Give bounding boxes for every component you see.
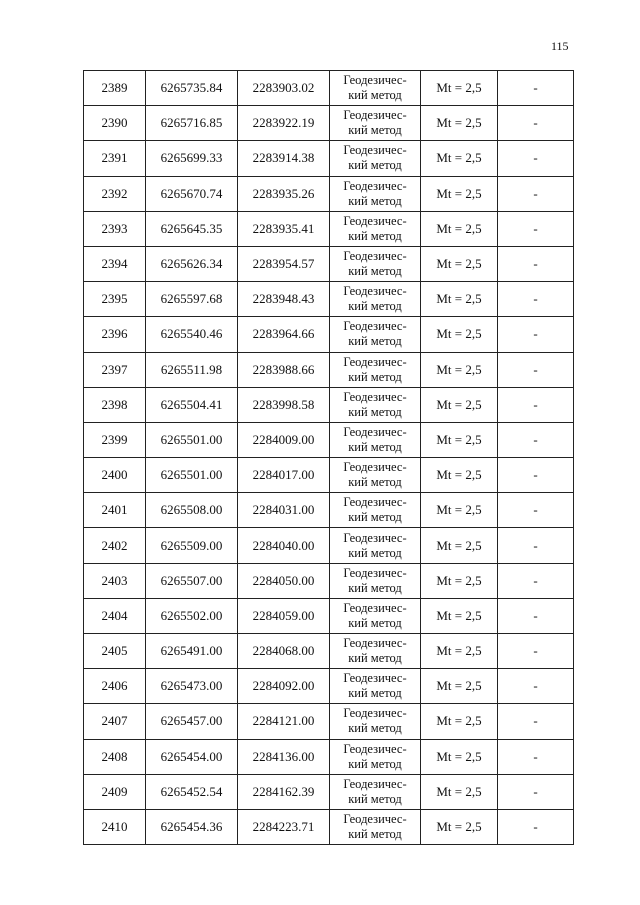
method-cell — [330, 774, 421, 809]
method-cell — [330, 563, 421, 598]
note-cell: - — [498, 563, 574, 598]
y-coordinate-cell: 2284059.00 — [238, 598, 330, 633]
note-cell: - — [498, 528, 574, 563]
method-cell — [330, 634, 421, 669]
method-line-2: кий метод — [348, 580, 402, 595]
y-coordinate-cell: 2283935.41 — [238, 211, 330, 246]
method-cell — [330, 71, 421, 106]
method-line-1: Геодезичес- — [343, 460, 407, 475]
x-coordinate-cell: 6265597.68 — [146, 282, 238, 317]
method-line-1: Геодезичес- — [343, 671, 407, 686]
note-cell: - — [498, 106, 574, 141]
method-line-2: кий метод — [348, 158, 402, 173]
method-line-2: кий метод — [348, 369, 402, 384]
note-cell: - — [498, 669, 574, 704]
accuracy-cell: Mt = 2,5 — [421, 493, 498, 528]
method-cell — [330, 141, 421, 176]
page-number: 115 — [551, 39, 569, 53]
x-coordinate-cell: 6265507.00 — [146, 563, 238, 598]
method-cell — [330, 246, 421, 281]
note-cell: - — [498, 634, 574, 669]
method-line-2: кий метод — [348, 475, 402, 490]
method-line-1: Геодезичес- — [343, 741, 407, 756]
y-coordinate-cell: 2284068.00 — [238, 634, 330, 669]
method-line-1: Геодезичес- — [343, 249, 407, 264]
x-coordinate-cell: 6265716.85 — [146, 106, 238, 141]
method-line-2: кий метод — [348, 686, 402, 701]
x-coordinate-cell: 6265508.00 — [146, 493, 238, 528]
y-coordinate-cell: 2284121.00 — [238, 704, 330, 739]
method-line-1: Геодезичес- — [343, 776, 407, 791]
accuracy-cell: Mt = 2,5 — [421, 246, 498, 281]
method-cell — [330, 211, 421, 246]
x-coordinate-cell: 6265735.84 — [146, 71, 238, 106]
table-body — [84, 71, 574, 845]
method-line-1: Геодезичес- — [343, 600, 407, 615]
method-line-1: Геодезичес- — [343, 812, 407, 827]
method-cell — [330, 106, 421, 141]
table-row — [84, 528, 574, 563]
method-cell — [330, 352, 421, 387]
x-coordinate-cell: 6265491.00 — [146, 634, 238, 669]
point-number-cell: 2407 — [84, 704, 146, 739]
accuracy-cell: Mt = 2,5 — [421, 387, 498, 422]
y-coordinate-cell: 2283922.19 — [238, 106, 330, 141]
method-line-2: кий метод — [348, 404, 402, 419]
table-row — [84, 493, 574, 528]
method-line-1: Геодезичес- — [343, 73, 407, 88]
x-coordinate-cell: 6265457.00 — [146, 704, 238, 739]
method-line-2: кий метод — [348, 827, 402, 842]
table-row — [84, 317, 574, 352]
note-cell: - — [498, 71, 574, 106]
method-line-1: Геодезичес- — [343, 354, 407, 369]
x-coordinate-cell: 6265626.34 — [146, 246, 238, 281]
y-coordinate-cell: 2284031.00 — [238, 493, 330, 528]
x-coordinate-cell: 6265454.36 — [146, 809, 238, 844]
method-line-1: Геодезичес- — [343, 213, 407, 228]
method-cell — [330, 458, 421, 493]
note-cell: - — [498, 774, 574, 809]
method-line-2: кий метод — [348, 615, 402, 630]
point-number-cell: 2389 — [84, 71, 146, 106]
table-row — [84, 704, 574, 739]
accuracy-cell: Mt = 2,5 — [421, 282, 498, 317]
point-number-cell: 2401 — [84, 493, 146, 528]
accuracy-cell: Mt = 2,5 — [421, 774, 498, 809]
accuracy-cell: Mt = 2,5 — [421, 739, 498, 774]
accuracy-cell: Mt = 2,5 — [421, 598, 498, 633]
point-number-cell: 2398 — [84, 387, 146, 422]
method-line-2: кий метод — [348, 264, 402, 279]
method-line-2: кий метод — [348, 756, 402, 771]
point-number-cell: 2392 — [84, 176, 146, 211]
point-number-cell: 2393 — [84, 211, 146, 246]
accuracy-cell: Mt = 2,5 — [421, 106, 498, 141]
note-cell: - — [498, 141, 574, 176]
method-cell — [330, 528, 421, 563]
point-number-cell: 2406 — [84, 669, 146, 704]
point-number-cell: 2396 — [84, 317, 146, 352]
x-coordinate-cell: 6265502.00 — [146, 598, 238, 633]
method-cell — [330, 493, 421, 528]
y-coordinate-cell: 2284050.00 — [238, 563, 330, 598]
method-line-1: Геодезичес- — [343, 706, 407, 721]
note-cell: - — [498, 211, 574, 246]
point-number-cell: 2400 — [84, 458, 146, 493]
y-coordinate-cell: 2284009.00 — [238, 422, 330, 457]
table-row — [84, 669, 574, 704]
point-number-cell: 2403 — [84, 563, 146, 598]
x-coordinate-cell: 6265454.00 — [146, 739, 238, 774]
x-coordinate-cell: 6265504.41 — [146, 387, 238, 422]
point-number-cell: 2405 — [84, 634, 146, 669]
point-number-cell: 2410 — [84, 809, 146, 844]
method-cell — [330, 598, 421, 633]
table-row — [84, 71, 574, 106]
point-number-cell: 2408 — [84, 739, 146, 774]
table-row — [84, 598, 574, 633]
method-line-2: кий метод — [348, 228, 402, 243]
accuracy-cell: Mt = 2,5 — [421, 563, 498, 598]
note-cell: - — [498, 493, 574, 528]
x-coordinate-cell: 6265699.33 — [146, 141, 238, 176]
method-line-1: Геодезичес- — [343, 284, 407, 299]
table-row — [84, 246, 574, 281]
point-number-cell: 2391 — [84, 141, 146, 176]
y-coordinate-cell: 2284223.71 — [238, 809, 330, 844]
accuracy-cell: Mt = 2,5 — [421, 317, 498, 352]
note-cell: - — [498, 246, 574, 281]
table-row — [84, 141, 574, 176]
method-line-2: кий метод — [348, 88, 402, 103]
table-row — [84, 739, 574, 774]
accuracy-cell: Mt = 2,5 — [421, 809, 498, 844]
point-number-cell: 2399 — [84, 422, 146, 457]
method-cell — [330, 669, 421, 704]
table-row — [84, 211, 574, 246]
method-line-2: кий метод — [348, 791, 402, 806]
note-cell: - — [498, 739, 574, 774]
x-coordinate-cell: 6265670.74 — [146, 176, 238, 211]
accuracy-cell: Mt = 2,5 — [421, 704, 498, 739]
method-line-1: Геодезичес- — [343, 636, 407, 651]
point-number-cell: 2395 — [84, 282, 146, 317]
method-line-2: кий метод — [348, 439, 402, 454]
y-coordinate-cell: 2283948.43 — [238, 282, 330, 317]
method-line-1: Геодезичес- — [343, 495, 407, 510]
table-row — [84, 458, 574, 493]
method-line-2: кий метод — [348, 193, 402, 208]
point-number-cell: 2404 — [84, 598, 146, 633]
note-cell: - — [498, 387, 574, 422]
method-line-1: Геодезичес- — [343, 530, 407, 545]
method-line-1: Геодезичес- — [343, 389, 407, 404]
table-row — [84, 774, 574, 809]
y-coordinate-cell: 2283954.57 — [238, 246, 330, 281]
x-coordinate-cell: 6265540.46 — [146, 317, 238, 352]
table-row — [84, 352, 574, 387]
y-coordinate-cell: 2284040.00 — [238, 528, 330, 563]
y-coordinate-cell: 2284017.00 — [238, 458, 330, 493]
y-coordinate-cell: 2283988.66 — [238, 352, 330, 387]
note-cell: - — [498, 176, 574, 211]
table-row — [84, 106, 574, 141]
accuracy-cell: Mt = 2,5 — [421, 176, 498, 211]
method-line-2: кий метод — [348, 545, 402, 560]
table-row — [84, 282, 574, 317]
point-number-cell: 2397 — [84, 352, 146, 387]
method-line-2: кий метод — [348, 123, 402, 138]
method-line-1: Геодезичес- — [343, 319, 407, 334]
note-cell: - — [498, 458, 574, 493]
accuracy-cell: Mt = 2,5 — [421, 458, 498, 493]
y-coordinate-cell: 2283903.02 — [238, 71, 330, 106]
table-row — [84, 563, 574, 598]
y-coordinate-cell: 2283998.58 — [238, 387, 330, 422]
note-cell: - — [498, 598, 574, 633]
x-coordinate-cell: 6265473.00 — [146, 669, 238, 704]
coordinates-table — [83, 70, 574, 845]
table-row — [84, 176, 574, 211]
x-coordinate-cell: 6265452.54 — [146, 774, 238, 809]
point-number-cell: 2394 — [84, 246, 146, 281]
x-coordinate-cell: 6265509.00 — [146, 528, 238, 563]
note-cell: - — [498, 352, 574, 387]
note-cell: - — [498, 704, 574, 739]
method-line-2: кий метод — [348, 651, 402, 666]
method-cell — [330, 704, 421, 739]
x-coordinate-cell: 6265501.00 — [146, 422, 238, 457]
method-line-1: Геодезичес- — [343, 143, 407, 158]
note-cell: - — [498, 809, 574, 844]
point-number-cell: 2409 — [84, 774, 146, 809]
method-line-1: Геодезичес- — [343, 108, 407, 123]
accuracy-cell: Mt = 2,5 — [421, 352, 498, 387]
note-cell: - — [498, 422, 574, 457]
point-number-cell: 2390 — [84, 106, 146, 141]
method-cell — [330, 422, 421, 457]
accuracy-cell: Mt = 2,5 — [421, 71, 498, 106]
method-line-1: Геодезичес- — [343, 424, 407, 439]
accuracy-cell: Mt = 2,5 — [421, 211, 498, 246]
accuracy-cell: Mt = 2,5 — [421, 141, 498, 176]
x-coordinate-cell: 6265501.00 — [146, 458, 238, 493]
accuracy-cell: Mt = 2,5 — [421, 669, 498, 704]
point-number-cell: 2402 — [84, 528, 146, 563]
accuracy-cell: Mt = 2,5 — [421, 634, 498, 669]
method-line-2: кий метод — [348, 299, 402, 314]
method-cell — [330, 282, 421, 317]
table-row — [84, 809, 574, 844]
y-coordinate-cell: 2284162.39 — [238, 774, 330, 809]
method-line-2: кий метод — [348, 334, 402, 349]
method-line-1: Геодезичес- — [343, 565, 407, 580]
note-cell: - — [498, 282, 574, 317]
table-row — [84, 634, 574, 669]
y-coordinate-cell: 2284136.00 — [238, 739, 330, 774]
method-cell — [330, 809, 421, 844]
table-row — [84, 422, 574, 457]
accuracy-cell: Mt = 2,5 — [421, 528, 498, 563]
method-cell — [330, 739, 421, 774]
method-line-2: кий метод — [348, 721, 402, 736]
method-cell — [330, 176, 421, 211]
method-cell — [330, 317, 421, 352]
y-coordinate-cell: 2284092.00 — [238, 669, 330, 704]
accuracy-cell: Mt = 2,5 — [421, 422, 498, 457]
x-coordinate-cell: 6265511.98 — [146, 352, 238, 387]
y-coordinate-cell: 2283964.66 — [238, 317, 330, 352]
method-line-1: Геодезичес- — [343, 178, 407, 193]
note-cell: - — [498, 317, 574, 352]
method-cell — [330, 387, 421, 422]
x-coordinate-cell: 6265645.35 — [146, 211, 238, 246]
y-coordinate-cell: 2283935.26 — [238, 176, 330, 211]
y-coordinate-cell: 2283914.38 — [238, 141, 330, 176]
method-line-2: кий метод — [348, 510, 402, 525]
table-row — [84, 387, 574, 422]
